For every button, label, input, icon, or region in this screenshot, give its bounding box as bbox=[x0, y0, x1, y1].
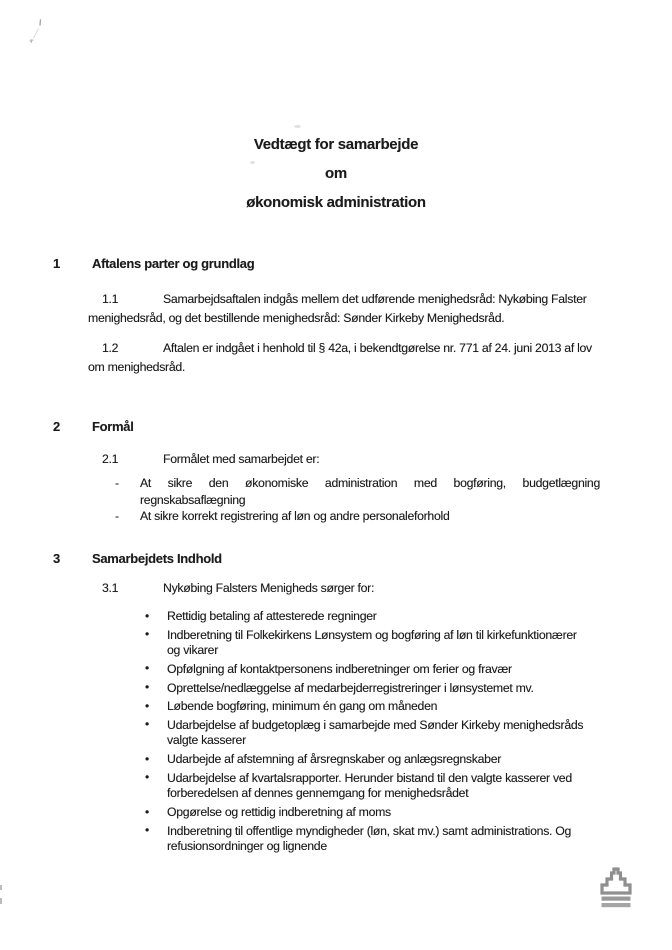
scan-smudge bbox=[294, 125, 301, 128]
dash-item-text: At sikre den økonomiske administration med bogføring, budgetlægning regnskabsaflægning bbox=[140, 476, 600, 507]
section-2-title: Formål bbox=[92, 419, 134, 434]
bullet-item bbox=[145, 699, 592, 715]
bullet-item-text: Udarbejde af afstemning af årsregnskaber og anlægsregnskaber bbox=[167, 752, 502, 767]
scan-edge-mark bbox=[0, 898, 2, 904]
dash-item bbox=[103, 508, 600, 525]
stepped-gable-church-logo-icon bbox=[599, 866, 633, 908]
paragraph-1-1-number: 1.1 bbox=[102, 292, 119, 306]
paragraph-1-1-text: Samarbejdsaftalen indgås mellem det udførende menighedsråd: Nykøbing Falster menighedsråd, og det bestillende menighedsråd: Sønder Kirkeby Menighedsråd. bbox=[88, 292, 587, 325]
bullet-item bbox=[145, 752, 592, 768]
title-line-1: Vedtægt for samarbejde bbox=[253, 136, 419, 153]
paragraph-1-2-number: 1.2 bbox=[102, 341, 119, 355]
scan-edge-mark bbox=[0, 885, 2, 890]
dash-item-text: At sikre korrekt registrering af løn og andre personaleforhold bbox=[140, 509, 450, 523]
bullet-item bbox=[145, 824, 592, 855]
section-1-title: Aftalens parter og grundlag bbox=[92, 256, 255, 271]
bullet-item-text: Udarbejdelse af budgetoplæg i samarbejde med Sønder Kirkeby menighedsråds valgte kasserer bbox=[167, 717, 584, 748]
paragraph-2-1 bbox=[88, 450, 598, 469]
paragraph-3-1 bbox=[88, 579, 598, 598]
bullet-marker: • bbox=[145, 608, 149, 623]
bullet-item bbox=[145, 628, 592, 659]
bullet-marker: • bbox=[145, 770, 149, 785]
bullet-item bbox=[145, 662, 592, 678]
paragraph-1-2 bbox=[88, 339, 598, 377]
bullet-item-text: Opgørelse og rettidig indberetning af moms bbox=[167, 805, 391, 819]
section-1-number: 1 bbox=[53, 256, 60, 271]
paragraph-2-1-text: Formålet med samarbejdet er: bbox=[163, 452, 320, 466]
bullet-item bbox=[145, 718, 592, 749]
bullet-item-text: Indberetning til offentlige myndigheder (løn, skat mv.) samt administrations. Og refusionsordninger og lignende bbox=[167, 823, 572, 854]
bullet-item-text: Opfølgning af kontaktpersonens indberetninger om ferier og fravær bbox=[167, 661, 512, 676]
paragraph-3-1-number: 3.1 bbox=[102, 581, 119, 595]
bullet-item bbox=[145, 771, 592, 802]
paragraph-3-1-text: Nykøbing Falsters Menigheds sørger for: bbox=[163, 581, 375, 595]
bullet-item-text: Oprettelse/nedlæggelse af medarbejderregistreringer i lønsystemet mv. bbox=[167, 680, 534, 695]
bullet-item bbox=[145, 609, 592, 625]
purpose-dash-list bbox=[103, 475, 600, 525]
bullet-marker: • bbox=[145, 804, 149, 819]
dash-item bbox=[103, 475, 600, 508]
bullet-marker: • bbox=[145, 751, 149, 766]
bullet-item-text: Udarbejdelse af kvartalsrapporter. Herunder bistand til den valgte kasserer ved forberedelsen af dennes gennemgang for menighedsrådet bbox=[167, 770, 572, 801]
bullet-marker: • bbox=[145, 823, 149, 838]
dash-marker: - bbox=[115, 476, 119, 490]
bullet-item-text: Løbende bogføring, minimum én gang om måneden bbox=[167, 699, 438, 714]
bullet-marker: • bbox=[145, 698, 149, 713]
dash-marker: - bbox=[115, 509, 119, 523]
paragraph-2-1-number: 2.1 bbox=[102, 452, 119, 466]
pen-scribble-mark bbox=[26, 16, 48, 48]
paragraph-1-2-text: Aftalen er indgået i henhold til § 42a, i bekendtgørelse nr. 771 af 24. juni 2013 af lov om menighedsråd. bbox=[88, 341, 592, 374]
bullet-item-text: Indberetning til Folkekirkens Lønsystem og bogføring af løn til kirkefunktionærer og vikarer bbox=[167, 627, 577, 658]
bullet-marker: • bbox=[145, 661, 149, 676]
bullet-marker: • bbox=[145, 627, 149, 642]
title-line-3: økonomisk administration bbox=[246, 194, 426, 211]
section-3-title: Samarbejdets Indhold bbox=[92, 551, 222, 566]
bullet-item bbox=[145, 805, 592, 821]
tasks-bullet-list bbox=[145, 609, 592, 858]
title-line-2: om bbox=[325, 165, 347, 182]
paragraph-1-1 bbox=[88, 290, 598, 328]
bullet-item-text: Rettidig betaling af attesterede regninger bbox=[167, 609, 377, 623]
bullet-item bbox=[145, 681, 592, 697]
bullet-marker: • bbox=[145, 680, 149, 695]
document-title bbox=[0, 137, 672, 224]
bullet-marker: • bbox=[145, 717, 149, 732]
section-2-number: 2 bbox=[53, 419, 60, 434]
section-3-number: 3 bbox=[53, 551, 60, 566]
